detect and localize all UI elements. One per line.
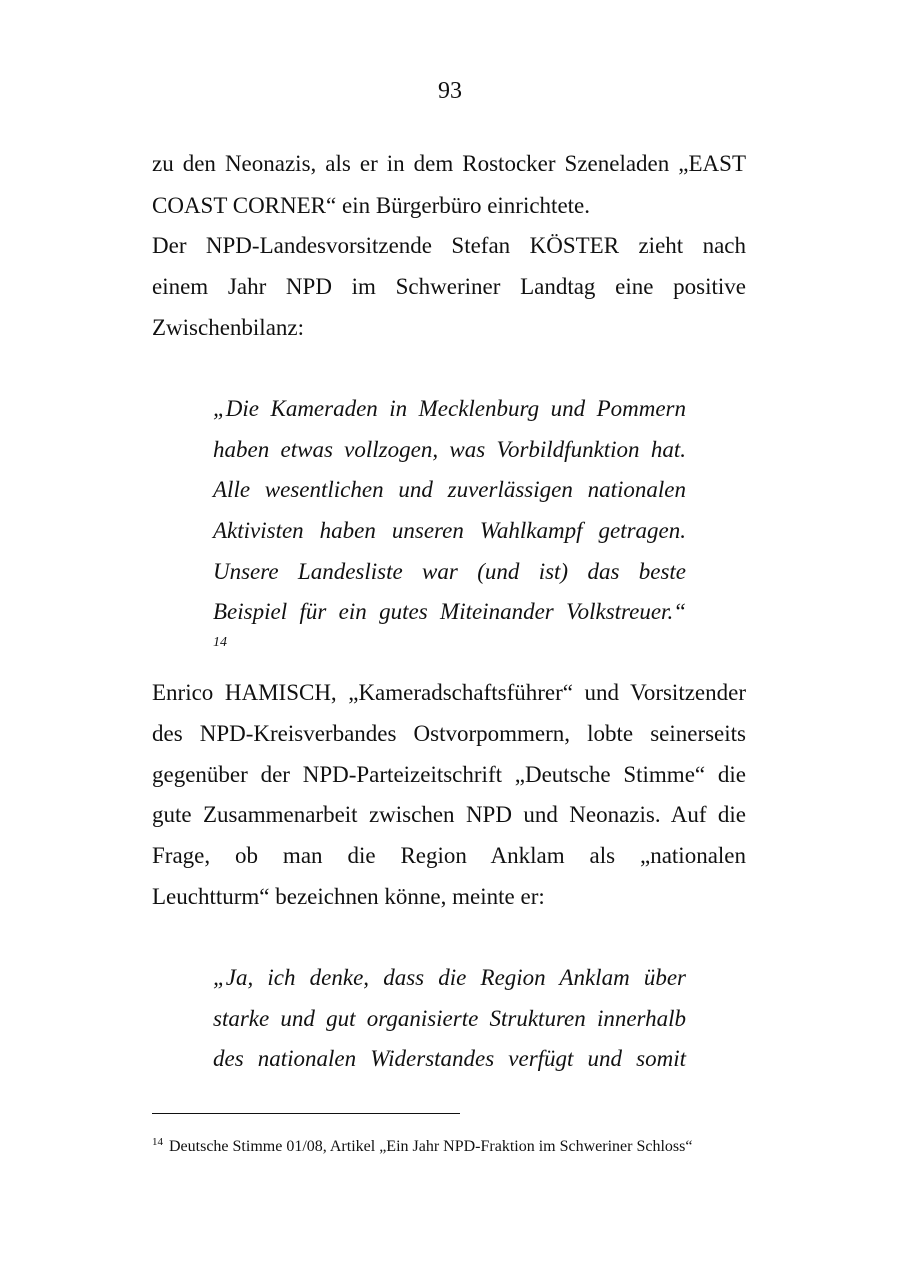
paragraph-line: Zwischenbilanz: bbox=[152, 315, 305, 340]
footnote-text: Deutsche Stimme 01/08, Artikel „Ein Jahr NPD-Fraktion im Schweriner Schloss“ bbox=[169, 1138, 693, 1155]
paragraph-line: einem Jahr NPD im Schweriner Landtag eine positive bbox=[152, 274, 746, 299]
footnote-reference: 14 bbox=[213, 635, 227, 650]
quote-line: Aktivisten haben unseren Wahlkampf getragen. bbox=[213, 518, 686, 543]
footnote bbox=[152, 1131, 692, 1158]
quote-line: Alle wesentlichen und zuverlässigen nationalen bbox=[213, 477, 686, 502]
quote-line: Unsere Landesliste war (und ist) das beste bbox=[213, 559, 686, 584]
paragraph-line: zu den Neonazis, als er in dem Rostocker Szeneladen „EAST bbox=[152, 151, 746, 176]
paragraph-line: Frage, ob man die Region Anklam als „nationalen bbox=[152, 843, 746, 868]
paragraph-line: Enrico HAMISCH, „Kameradschaftsführer“ und Vorsitzender bbox=[152, 680, 746, 705]
paragraph-line: COAST CORNER“ ein Bürgerbüro einrichtete. bbox=[152, 193, 590, 218]
footnote-separator bbox=[152, 1113, 460, 1114]
paragraph-line: Leuchtturm“ bezeichnen könne, meinte er: bbox=[152, 884, 545, 909]
paragraph-line: des NPD-Kreisverbandes Ostvorpommern, lobte seinerseits bbox=[152, 721, 746, 746]
quote-line: „Ja, ich denke, dass die Region Anklam über bbox=[213, 965, 686, 990]
paragraph-line: Der NPD-Landesvorsitzende Stefan KÖSTER zieht nach bbox=[152, 233, 746, 258]
page-number: 93 bbox=[438, 78, 462, 104]
quote-line: des nationalen Widerstandes verfügt und somit bbox=[213, 1046, 686, 1071]
footnote-number: 14 bbox=[152, 1136, 163, 1148]
paragraph-line: gute Zusammenarbeit zwischen NPD und Neonazis. Auf die bbox=[152, 802, 746, 827]
quote-line: haben etwas vollzogen, was Vorbildfunktion hat. bbox=[213, 437, 686, 462]
paragraph-line: gegenüber der NPD-Parteizeitschrift „Deutsche Stimme“ die bbox=[152, 762, 746, 787]
quote-line: „Die Kameraden in Mecklenburg und Pommern bbox=[213, 396, 686, 421]
quote-line: starke und gut organisierte Strukturen innerhalb bbox=[213, 1006, 686, 1031]
quote-line: Beispiel für ein gutes Miteinander Volkstreuer.“ bbox=[213, 599, 686, 624]
